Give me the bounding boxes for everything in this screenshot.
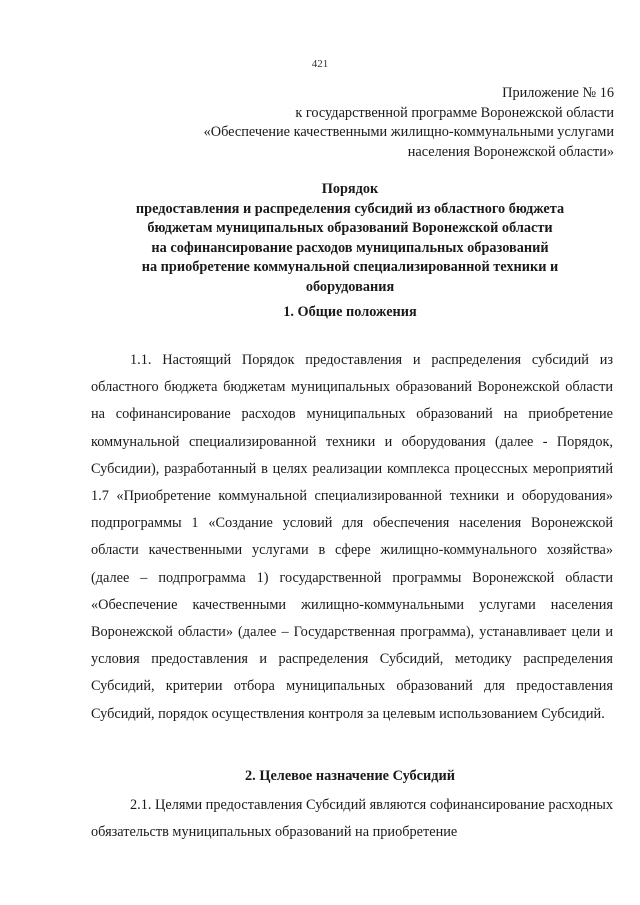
document-title xyxy=(90,180,610,297)
section-heading-general: 1. Общие положения xyxy=(283,304,417,320)
title-line-5: на приобретение коммунальной специализированной техники и xyxy=(141,259,559,275)
page-number: 421 xyxy=(311,58,329,70)
title-line-3: бюджетам муниципальных образований Воронежской области xyxy=(147,220,553,236)
appendix-line-3: «Обеспечение качественными жилищно-коммунальными услугами xyxy=(203,124,614,140)
paragraph-1-1: 1.1. Настоящий Порядок предоставления и распределения субсидий из областного бюджета бюджетам муниципальных образований Воронежской области на софинансирование расходов муниципальных образований на приобретение коммунальной специализированной техники и оборудования (далее - Порядок, Субсидии), разработанный в целях реализации комплекса процессных мероприятий 1.7 «Приобретение коммунальной специализированной техники и оборудования» подпрограммы 1 «Создание условий для обеспечения населения Воронежской области качественными услугами в сфере жилищно-коммунального хозяйства» (далее – подпрограмма 1) государственной программы Воронежской области «Обеспечение качественными жилищно-коммунальными услугами населения Воронежской области» (далее – Государственная программа), устанавливает цели и условия предоставления и распределения Субсидий, методику распределения Субсидий, критерии отбора муниципальных образований для предоставления Субсидий, порядок осуществления контроля за целевым использованием Субсидий. xyxy=(91,352,613,722)
title-line-2: предоставления и распределения субсидий из областного бюджета xyxy=(135,200,565,217)
appendix-line-1: Приложение № 16 xyxy=(502,85,614,101)
section-heading-purpose: 2. Целевое назначение Субсидий xyxy=(245,768,455,784)
title-line-1: Порядок xyxy=(321,181,379,197)
appendix-line-2: к государственной программе Воронежской области xyxy=(295,104,614,121)
appendix-line-4: населения Воронежской области» xyxy=(407,143,614,160)
appendix-header xyxy=(94,84,614,162)
title-line-6: оборудования xyxy=(305,278,395,295)
title-line-4: на софинансирование расходов муниципальных образований xyxy=(151,239,549,256)
paragraph-2-1: 2.1. Целями предоставления Субсидий являются софинансирование расходных обязательств муниципальных образований на приобретение xyxy=(91,797,613,841)
